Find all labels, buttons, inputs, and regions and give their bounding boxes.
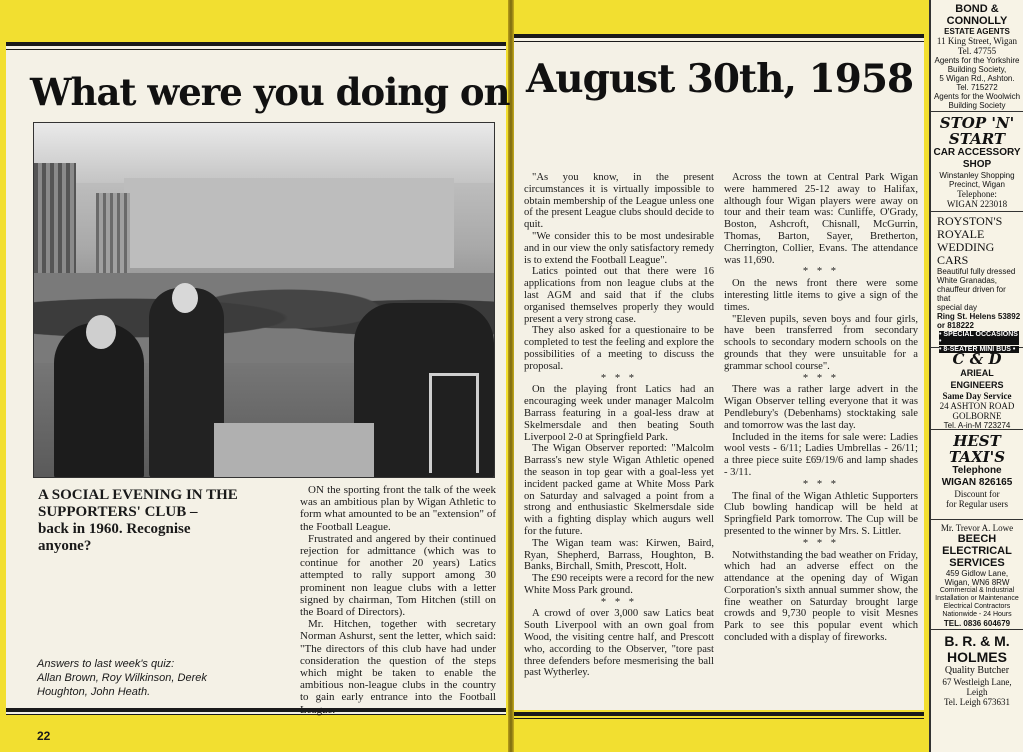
ad-text: Precinct, Wigan: [948, 180, 1006, 189]
ad-text: Building Society: [948, 101, 1006, 110]
headline-right: August 30th, 1958: [526, 56, 914, 102]
ad-text: • 8-SEATER MINI BUS •: [939, 346, 1019, 353]
col2-paragraph: The Wigan Observer reported: "Malcolm Barrass's new style Wigan Athletic opened the season in top gear with a goal-less yet incident packed game at White Moss Park on Saturday and salvaged a point from a strong and enthusiastic Skelmersdale side with a fighting display which augurs well for the future.: [524, 443, 714, 537]
col3-paragraph: On the news front there were some interesting little items to give a sign of the times.: [724, 278, 918, 313]
ad-beech-electrical: [931, 520, 1023, 630]
col2-paragraph: On the playing front Latics had an encouraging week under manager Malcolm Barrass featuring in a goal-less draw at Skelmersdale and then beating South Liverpool 2-0 at Springfield Park.: [524, 384, 714, 443]
ad-text: Wigan, WN6 8RW: [944, 578, 1010, 587]
ad-text: Commercial & Industrial: [939, 587, 1015, 594]
ad-text: BEECH: [957, 533, 997, 545]
ad-text: Installation or Maintenance: [935, 595, 1019, 602]
ad-text: Tel. 47755: [957, 46, 997, 56]
col3-paragraph: Included in the items for sale were: Ladies wool vests - 6/11; Ladies Umbrellas - 26/11; a three piece suite £69/19/6 and lamp shades - 3/11.: [724, 431, 918, 478]
ad-text: STOP 'N': [939, 114, 1015, 132]
article-column-3: [724, 172, 918, 644]
ad-text: Beautiful fully dressed: [937, 267, 1016, 276]
ad-text: Discount for: [954, 489, 1000, 499]
col1-paragraph: ON the sporting front the talk of the week was an ambitious plan by Wigan Athletic to form what amounted to be an "extension" of the Football League.: [300, 484, 496, 533]
ad-text: CAR ACCESSORY: [933, 147, 1021, 158]
top-rule-left-thin: [6, 49, 506, 50]
col2-paragraph: A crowd of over 3,000 saw Latics beat South Liverpool with an own goal from Wood, the visiting centre half, and Prescott who, according to the Observer, "tore past three defenders before mesmerising the ball past Wytherley.: [524, 608, 714, 679]
ad-text: 67 Westleigh Lane,: [942, 677, 1012, 687]
page-number: 22: [37, 729, 51, 743]
headline-left: What were you doing on: [30, 70, 510, 114]
ad-text: Electrical Contractors: [943, 603, 1011, 610]
section-stars: * * *: [802, 266, 840, 278]
ad-text: Telephone: [952, 465, 1002, 476]
ad-text: Tel. 715272: [956, 83, 998, 92]
quiz-line-3: Houghton, John Heath.: [37, 686, 151, 698]
ad-cd-engineers: [931, 348, 1023, 430]
ad-text: 11 King Street, Wigan: [936, 36, 1018, 46]
section-stars: * * *: [802, 372, 840, 384]
col3-paragraph: The final of the Wigan Athletic Supporters Club bowling handicap will be held at Springfield Park tomorrow. The Cup will be presented to the winner by Mrs. S. Littler.: [724, 490, 918, 537]
ad-stop-n-start: [931, 112, 1023, 212]
ad-text: 5 Wigan Rd., Ashton.: [939, 74, 1015, 83]
archive-photo: [33, 122, 495, 478]
ad-text: Nationwide - 24 Hours: [942, 611, 1012, 618]
quiz-answers: [37, 657, 287, 699]
quiz-line-2: Allan Brown, Roy Wilkinson, Derek: [37, 672, 207, 684]
col2-paragraph: "We consider this to be most undesirable and in our view the only satisfactory remedy is to extend the Football League".: [524, 230, 714, 266]
article-column-2: [524, 172, 714, 679]
ad-text: CARS: [937, 253, 969, 267]
caption-line-2: SUPPORTERS' CLUB –: [38, 504, 198, 520]
ad-text: SERVICES: [949, 557, 1005, 569]
ad-text: • SPECIAL OCCASIONS •: [939, 331, 1018, 345]
ad-text: Agents for the Yorkshire: [934, 56, 1020, 65]
ad-text: Telephone:: [957, 189, 997, 199]
ad-text: HEST: [953, 432, 1001, 450]
ad-hest-taxis: [931, 430, 1023, 520]
bottom-rule-right-thin: [514, 718, 924, 719]
ad-text: chauffeur driven for that: [937, 285, 1006, 303]
section-stars: * * *: [600, 372, 638, 384]
photo-man-seated: [149, 288, 224, 478]
col3-paragraph: Across the town at Central Park Wigan were hammered 25-12 away to Halifax, although four Wigan players were away on tour and their team was: Cunliffe, O'Grady, Boston, Ashcroft, Chisnall, McGurrin, Thomas, Barton, Sayer, Bretherton, Cherrington, Collier, Evans. The attendance was 11,690.: [724, 172, 918, 266]
ad-text: ROYALE: [937, 227, 985, 241]
photo-woman-left-head: [86, 315, 116, 349]
advert-column: [929, 0, 1023, 752]
ad-text: C & D: [952, 350, 1002, 368]
col2-paragraph: The £90 receipts were a record for the new White Moss Park ground.: [524, 573, 714, 596]
col3-paragraph: Notwithstanding the bad weather on Friday, which had an adverse effect on the attendance at the opening day of Wigan Corporation's sixth annual summer show, the fine weather on Saturday brought large crowds and 9,730 people to visit Mesnes Park to see this popular event which concluded with a display of fireworks.: [724, 549, 918, 644]
photo-back-wall: [124, 178, 454, 268]
ad-text: Winstanley Shopping: [939, 171, 1015, 180]
photo-ceiling: [34, 123, 495, 183]
ad-text: WEDDING: [937, 240, 995, 254]
section-stars: * * *: [802, 478, 840, 490]
caption-line-4: anyone?: [38, 538, 92, 554]
ad-text: Building Society,: [947, 65, 1007, 74]
ad-text: SHOP: [962, 159, 992, 170]
ad-text: ESTATE AGENTS: [944, 27, 1010, 36]
top-rule-right: [514, 34, 924, 38]
col3-paragraph: "Eleven pupils, seven boys and four girls, have been transferred from secondary schools to secondary modern schools on the grounds that they were unsuitable for a grammar school course".: [724, 313, 918, 372]
ad-text: White Granadas,: [937, 276, 998, 285]
top-rule-right-thin: [514, 41, 924, 42]
photo-floor: [214, 423, 374, 478]
ad-text: BOND &: [955, 3, 999, 15]
ad-text: WIGAN 826165: [941, 477, 1013, 488]
ad-text: for Regular users: [946, 499, 1008, 509]
ad-text: Tel. A-in-M 723274: [943, 421, 1011, 430]
ad-roystons: [931, 212, 1023, 353]
col1-paragraph: Mr. Hitchen, together with secretary Norman Ashurst, sent the letter, which said: "The directors of this club have had under consideration the question of the steps which might be taken to enable the ambitious non-league clubs in the country to gain early entrance into the Football League.: [300, 618, 496, 716]
ad-text: Ring St. Helens 53892: [937, 312, 1021, 321]
photo-window: [96, 193, 130, 283]
ad-text: TEL. 0836 604679: [943, 619, 1011, 628]
col2-paragraph: Latics pointed out that there were 16 applications from non league clubs at the last AGM and said that if the clubs organised themselves properly they would present a very strong case.: [524, 266, 714, 325]
ad-text: Same Day Service: [942, 391, 1012, 401]
ad-text: ROYSTON'S: [937, 214, 1003, 228]
article-column-1: [300, 484, 496, 716]
col1-paragraph: Frustrated and angered by their continued rejection for admittance (which was to continue for another 20 years) Latics attempted to rally support among 30 prominent non league clubs with a letter signed by chairman, Tom Hitchen (still on the Board of Directors).: [300, 532, 496, 619]
ad-text: TAXI'S: [948, 448, 1006, 466]
section-stars: * * *: [600, 596, 638, 608]
ad-text: ELECTRICAL: [942, 545, 1012, 557]
ad-text: ARIEAL ENGINEERS: [950, 368, 1004, 390]
ad-text: Tel. Leigh 673631: [943, 697, 1011, 707]
ad-text: START: [948, 130, 1006, 148]
ad-text: Agents for the Woolwich: [933, 92, 1021, 101]
ad-text: Leigh: [966, 687, 988, 697]
section-stars: * * *: [802, 537, 840, 549]
col3-paragraph: There was a rather large advert in the Wigan Observer telling everyone that it was Pendlebury's (Debenhams) stocktaking sale and tomorrow was the last day.: [724, 384, 918, 431]
photo-man-head: [172, 283, 198, 313]
ad-text: Quality Butcher: [944, 665, 1010, 676]
caption-line-3: back in 1960. Recognise: [38, 521, 191, 537]
caption-line-1: A SOCIAL EVENING IN THE: [38, 487, 238, 503]
bottom-rule-right: [514, 712, 924, 716]
photo-caption: [38, 487, 278, 555]
top-rule-left: [6, 42, 506, 46]
ad-text: 24 ASHTON ROAD: [939, 401, 1015, 411]
ad-text: or 818222: [937, 321, 974, 330]
photo-chair: [429, 373, 479, 473]
ad-text: CONNOLLY: [946, 15, 1008, 27]
ad-holmes-butcher: [931, 630, 1023, 748]
ad-text: HOLMES: [947, 649, 1007, 665]
quiz-line-1: Answers to last week's quiz:: [37, 658, 175, 670]
ad-text: 459 Gidlow Lane,: [945, 569, 1009, 578]
ad-text: Mr. Trevor A. Lowe: [940, 523, 1014, 533]
ad-text: WIGAN 223018: [946, 199, 1008, 209]
ad-bond-connolly: [931, 0, 1023, 112]
col2-paragraph: The Wigan team was: Kirwen, Baird, Ryan, Shepherd, Barrass, Houghton, B. Banks, Birchall, Smith, Prescott, Holt.: [524, 537, 714, 573]
ad-text: B. R. & M.: [944, 633, 1010, 649]
ad-text: GOLBORNE: [952, 411, 1002, 421]
col2-paragraph: "As you know, in the present circumstances it is virtually impossible to obtain membership of the League unless one of the present League clubs should decide to quit.: [524, 172, 714, 231]
ad-text: special day: [937, 303, 978, 312]
col2-paragraph: They also asked for a questionaire to be completed to test the feeling and explore the possibilities of a meeting to discuss the proposal.: [524, 325, 714, 372]
